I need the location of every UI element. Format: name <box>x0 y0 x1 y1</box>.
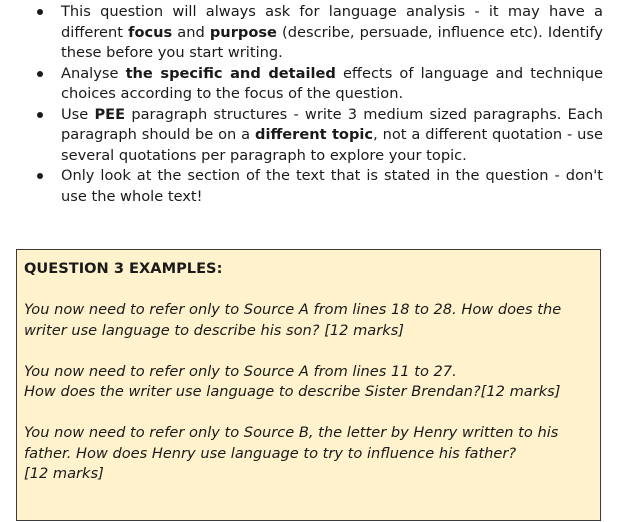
bullet-text: , not a different quotation - use several quotations per paragraph to explore your topic. <box>61 126 603 164</box>
question-examples-box <box>16 249 601 521</box>
bullet-text: effects of language and technique choices according to the focus of the question. <box>61 64 603 102</box>
bullet-emphasis: focus <box>128 23 173 41</box>
bullet-text: Use <box>61 105 95 123</box>
bullet-dot-icon <box>37 173 43 179</box>
guidance-bullet-list <box>0 2 625 207</box>
bullet-text: Only look at the section of the text that is stated in the question - don't use the whole text! <box>61 167 603 205</box>
bullet-emphasis: different topic <box>255 126 374 143</box>
bullet-item <box>0 64 625 105</box>
bullet-item <box>0 166 625 207</box>
bullet-item <box>0 105 625 167</box>
example-question-text: You now need to refer only to Source A from lines 11 to 27. <box>24 362 457 380</box>
example-question-marks: [12 marks] <box>24 465 104 482</box>
example-question <box>24 423 594 485</box>
bullet-emphasis: the specific and detailed <box>125 64 336 82</box>
example-question-text: How does the writer use language to describe Sister Brendan?[12 marks] <box>24 383 561 400</box>
bullet-emphasis: purpose <box>209 23 277 41</box>
example-question-text: You now need to refer only to Source B, the letter by Henry written to his father. How does Henry use language to try to influence his father? <box>24 424 559 462</box>
bullet-text: and <box>172 23 210 41</box>
example-question-text: You now need to refer only to Source A from lines 18 to 28. How does the writer use language to describe his son? [12 marks] <box>24 301 562 339</box>
example-question <box>24 362 594 403</box>
bullet-dot-icon <box>37 9 43 15</box>
bullet-text: (describe, persuade, influence etc). Identify these before you start writing. <box>61 23 603 61</box>
bullet-text: paragraph structures - write 3 medium sized paragraphs. Each paragraph should be on a <box>61 105 604 143</box>
bullet-emphasis: PEE <box>94 105 126 123</box>
bullet-text: This question will always ask for language analysis - it may have a different <box>61 3 603 41</box>
bullet-item <box>0 2 625 64</box>
bullet-dot-icon <box>37 112 43 118</box>
bullet-dot-icon <box>37 71 43 77</box>
examples-heading: QUESTION 3 EXAMPLES: <box>24 260 223 277</box>
example-question <box>24 300 594 341</box>
bullet-text: Analyse <box>61 64 126 82</box>
